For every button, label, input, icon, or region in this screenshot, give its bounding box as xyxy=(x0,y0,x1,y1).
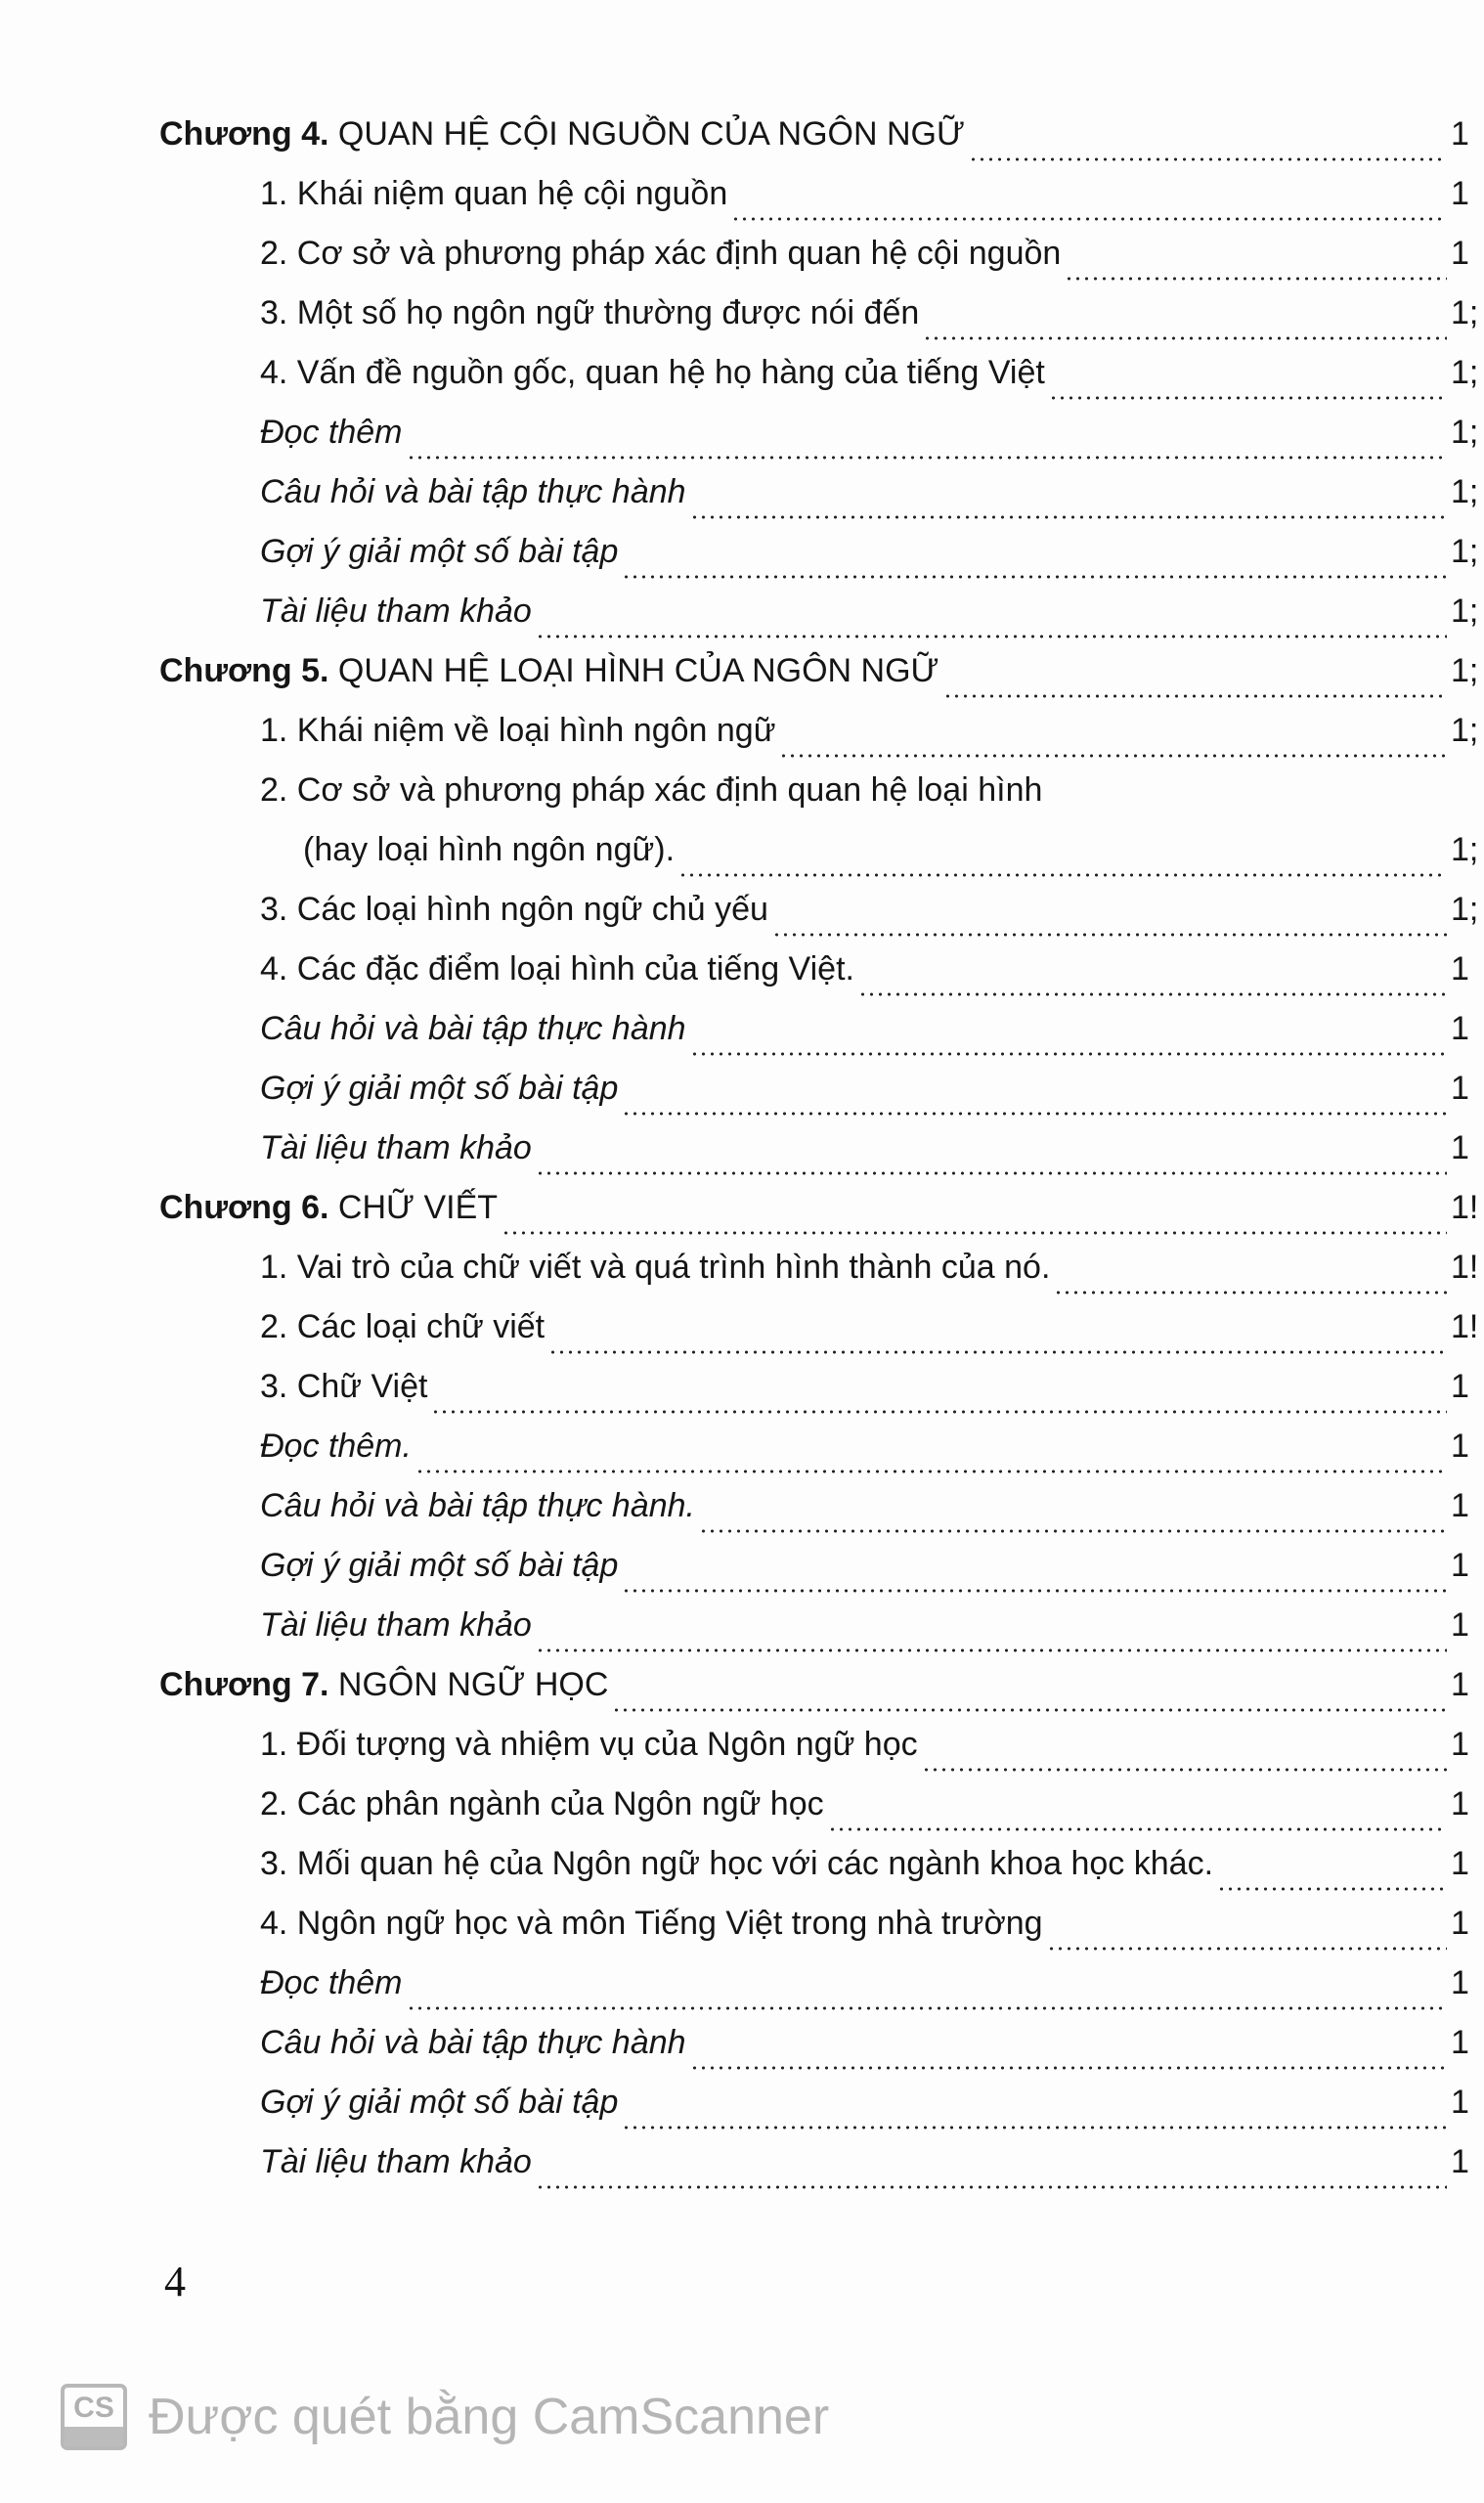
chapter-number: Chương 4. xyxy=(159,115,329,153)
entry-title-text: 4. Các đặc điểm loại hình của tiếng Việt. xyxy=(260,950,854,988)
dot-leader xyxy=(772,933,1447,937)
toc-entry xyxy=(0,1726,1484,1785)
table-of-contents xyxy=(0,115,1484,2203)
entry-title-text: Gợi ý giải một số bài tập xyxy=(260,533,619,570)
camscanner-logo-icon: CS xyxy=(61,2384,127,2450)
toc-entry-title xyxy=(260,1427,412,1466)
toc-page-number: 1 xyxy=(1451,1726,1469,1763)
toc-entry xyxy=(0,891,1484,950)
toc-page-number: 1 xyxy=(1451,1487,1469,1524)
toc-entry-title xyxy=(260,414,403,452)
entry-title-text: Đọc thêm xyxy=(260,1964,403,2001)
toc-entry xyxy=(0,771,1484,831)
toc-entry xyxy=(0,1905,1484,1964)
dot-leader xyxy=(536,635,1447,638)
toc-page-number: 1; xyxy=(1451,473,1479,510)
toc-entry xyxy=(0,1070,1484,1129)
toc-entry-title xyxy=(260,1368,427,1406)
dot-leader xyxy=(690,2066,1447,2070)
entry-title-text: Tài liệu tham khảo xyxy=(260,2143,532,2180)
entry-title-text: 3. Chữ Việt xyxy=(260,1368,428,1405)
toc-page-number: 1 xyxy=(1451,1964,1469,2001)
toc-chapter-entry xyxy=(0,1666,1484,1726)
toc-entry xyxy=(0,712,1484,771)
dot-leader xyxy=(536,2185,1447,2189)
entry-title-text: Gợi ý giải một số bài tập xyxy=(260,2084,619,2121)
toc-entry-title xyxy=(303,831,675,869)
toc-page-number: 1; xyxy=(1451,533,1479,570)
toc-chapter-entry xyxy=(0,652,1484,712)
toc-page-number: 1; xyxy=(1451,652,1479,689)
toc-entry-title xyxy=(260,1308,545,1346)
entry-title-text: 2. Các loại chữ viết xyxy=(260,1308,546,1345)
toc-entry-title xyxy=(260,533,618,571)
dot-leader xyxy=(407,2006,1448,2010)
chapter-number: Chương 6. xyxy=(159,1189,329,1226)
toc-entry-title xyxy=(260,175,727,213)
chapter-number: Chương 7. xyxy=(159,1666,329,1703)
toc-entry-title xyxy=(260,593,532,631)
toc-page-number: 1; xyxy=(1451,414,1479,451)
entry-title-text: 1. Đối tượng và nhiệm vụ của Ngôn ngữ học xyxy=(260,1726,918,1763)
toc-entry xyxy=(0,593,1484,652)
toc-page-number: 1 xyxy=(1451,2084,1469,2121)
dot-leader xyxy=(678,873,1447,877)
entry-title-text: 2. Cơ sở và phương pháp xác định quan hệ loại hình xyxy=(260,771,1043,809)
dot-leader xyxy=(431,1410,1447,1414)
toc-entry xyxy=(0,1129,1484,1189)
watermark-text: Được quét bằng CamScanner xyxy=(149,2389,830,2445)
toc-entry-title xyxy=(260,1249,1050,1287)
toc-page-number: 1 xyxy=(1451,115,1469,153)
dot-leader xyxy=(407,456,1448,460)
toc-entry-title xyxy=(260,1129,532,1167)
dot-leader xyxy=(923,336,1447,340)
dot-leader xyxy=(922,1768,1447,1772)
toc-page-number: 1 xyxy=(1451,950,1469,988)
dot-leader xyxy=(536,1648,1447,1652)
dot-leader xyxy=(622,2126,1447,2130)
toc-entry-title xyxy=(260,2084,618,2122)
entry-title-text: QUAN HỆ LOẠI HÌNH CỦA NGÔN NGỮ xyxy=(337,652,939,689)
page-number: 4 xyxy=(164,2258,186,2305)
entry-title-text: Gợi ý giải một số bài tập xyxy=(260,1547,619,1584)
toc-entry xyxy=(0,831,1484,891)
camscanner-watermark xyxy=(61,2384,829,2450)
toc-entry-title xyxy=(260,2024,686,2062)
entry-title-text: QUAN HỆ CỘI NGUỒN CỦA NGÔN NGỮ xyxy=(337,115,965,153)
toc-entry-title xyxy=(159,1666,608,1704)
dot-leader xyxy=(1049,396,1447,400)
toc-entry xyxy=(0,1785,1484,1845)
toc-page-number: 1; xyxy=(1451,294,1479,331)
entry-title-text: Câu hỏi và bài tập thực hành. xyxy=(260,1487,695,1524)
entry-title-text: Câu hỏi và bài tập thực hành xyxy=(260,2024,686,2061)
toc-entry xyxy=(0,473,1484,533)
entry-title-text: NGÔN NGỮ HỌC xyxy=(337,1666,609,1703)
toc-entry xyxy=(0,1964,1484,2024)
toc-entry xyxy=(0,1547,1484,1606)
toc-entry-title xyxy=(159,115,965,154)
toc-page-number: 1! xyxy=(1451,1189,1479,1226)
toc-page-number: 1 xyxy=(1451,1785,1469,1822)
toc-entry xyxy=(0,294,1484,354)
toc-entry xyxy=(0,1249,1484,1308)
entry-title-text: Tài liệu tham khảo xyxy=(260,1606,532,1644)
toc-entry-title xyxy=(260,771,1042,810)
toc-page-number: 1 xyxy=(1451,1666,1469,1703)
dot-leader xyxy=(690,515,1447,519)
dot-leader xyxy=(828,1827,1447,1831)
entry-title-text: 2. Cơ sở và phương pháp xác định quan hệ cội nguồn xyxy=(260,235,1062,272)
toc-entry-title xyxy=(260,1785,824,1823)
toc-entry-title xyxy=(260,1845,1213,1883)
dot-leader xyxy=(779,754,1447,758)
toc-page-number: 1 xyxy=(1451,1547,1469,1584)
toc-entry-title xyxy=(260,473,686,511)
dot-leader xyxy=(699,1529,1447,1533)
dot-leader xyxy=(1054,1291,1447,1295)
dot-leader xyxy=(415,1470,1447,1473)
dot-leader xyxy=(690,1052,1447,1056)
toc-page-number: 1 xyxy=(1451,235,1469,272)
toc-page-number: 1 xyxy=(1451,1010,1469,1047)
toc-page-number: 1 xyxy=(1451,2024,1469,2061)
toc-entry xyxy=(0,1368,1484,1427)
dot-leader xyxy=(612,1708,1447,1712)
toc-entry xyxy=(0,533,1484,593)
dot-leader xyxy=(622,1112,1447,1116)
entry-title-text: 4. Ngôn ngữ học và môn Tiếng Việt trong nhà trường xyxy=(260,1905,1043,1942)
toc-page-number: 1 xyxy=(1451,1427,1469,1465)
toc-page-number: 1 xyxy=(1451,175,1469,212)
toc-chapter-entry xyxy=(0,115,1484,175)
toc-page-number: 1; xyxy=(1451,593,1479,630)
entry-title-text: 1. Khái niệm về loại hình ngôn ngữ xyxy=(260,712,776,749)
toc-page-number: 1 xyxy=(1451,1368,1469,1405)
entry-title-text: 3. Mối quan hệ của Ngôn ngữ học với các ngành khoa học khác. xyxy=(260,1845,1214,1882)
entry-title-text: 3. Một số họ ngôn ngữ thường được nói đến xyxy=(260,294,920,331)
toc-entry xyxy=(0,414,1484,473)
dot-leader xyxy=(622,1589,1447,1593)
toc-entry-title xyxy=(260,1726,918,1764)
dot-leader xyxy=(1217,1887,1447,1891)
dot-leader xyxy=(1065,277,1447,281)
toc-entry xyxy=(0,1010,1484,1070)
toc-entry-title xyxy=(159,652,939,690)
toc-entry-title xyxy=(260,1487,695,1525)
entry-title-text: 1. Khái niệm quan hệ cội nguồn xyxy=(260,175,728,212)
toc-page-number: 1; xyxy=(1451,831,1479,868)
entry-title-text: CHỮ VIẾT xyxy=(337,1189,499,1226)
dot-leader xyxy=(969,157,1447,161)
entry-title-text: Câu hỏi và bài tập thực hành xyxy=(260,473,686,510)
toc-page-number: 1; xyxy=(1451,712,1479,749)
toc-entry-title xyxy=(260,1606,532,1645)
dot-leader xyxy=(943,694,1447,698)
toc-page-number: 1; xyxy=(1451,891,1479,928)
toc-entry-title xyxy=(260,2143,532,2181)
toc-entry-title xyxy=(159,1189,498,1227)
dot-leader xyxy=(1047,1947,1447,1951)
toc-entry-title xyxy=(260,1547,618,1585)
entry-title-text: Đọc thêm xyxy=(260,414,403,451)
entry-title-text: Tài liệu tham khảo xyxy=(260,593,532,630)
dot-leader xyxy=(502,1231,1447,1235)
toc-page-number: 1 xyxy=(1451,1845,1469,1882)
entry-title-text: (hay loại hình ngôn ngữ). xyxy=(303,831,676,868)
toc-entry-title xyxy=(260,950,854,988)
dot-leader xyxy=(536,1171,1447,1175)
entry-title-text: 1. Vai trò của chữ viết và quá trình hình thành của nó. xyxy=(260,1249,1051,1286)
entry-title-text: Câu hỏi và bài tập thực hành xyxy=(260,1010,686,1047)
toc-entry xyxy=(0,354,1484,414)
toc-entry-title xyxy=(260,712,775,750)
toc-entry xyxy=(0,2024,1484,2084)
toc-page-number: 1 xyxy=(1451,1905,1469,1942)
toc-page-number: 1! xyxy=(1451,1249,1479,1286)
entry-title-text: Gợi ý giải một số bài tập xyxy=(260,1070,619,1107)
toc-entry xyxy=(0,1845,1484,1905)
toc-page-number: 1 xyxy=(1451,1070,1469,1107)
toc-entry-title xyxy=(260,1964,403,2002)
toc-entry-title xyxy=(260,1010,686,1048)
toc-entry-title xyxy=(260,235,1061,273)
toc-page-number: 1 xyxy=(1451,1129,1469,1166)
entry-title-text: Đọc thêm. xyxy=(260,1427,412,1465)
toc-entry-title xyxy=(260,1905,1043,1943)
dot-leader xyxy=(548,1350,1447,1354)
entry-title-text: Tài liệu tham khảo xyxy=(260,1129,532,1166)
toc-entry-title xyxy=(260,354,1045,392)
toc-entry xyxy=(0,1487,1484,1547)
toc-entry xyxy=(0,175,1484,235)
toc-page-number: 1 xyxy=(1451,1606,1469,1644)
toc-entry-title xyxy=(260,1070,618,1108)
toc-chapter-entry xyxy=(0,1189,1484,1249)
chapter-number: Chương 5. xyxy=(159,652,329,689)
toc-entry xyxy=(0,950,1484,1010)
toc-page-number: 1! xyxy=(1451,1308,1479,1345)
toc-entry-title xyxy=(260,891,768,929)
toc-entry xyxy=(0,2143,1484,2203)
toc-entry xyxy=(0,1308,1484,1368)
toc-entry xyxy=(0,235,1484,294)
toc-page-number: 1 xyxy=(1451,2143,1469,2180)
entry-title-text: 3. Các loại hình ngôn ngữ chủ yếu xyxy=(260,891,768,928)
dot-leader xyxy=(858,992,1447,996)
dot-leader xyxy=(622,575,1447,579)
toc-entry xyxy=(0,1606,1484,1666)
entry-title-text: 4. Vấn đề nguồn gốc, quan hệ họ hàng của tiếng Việt xyxy=(260,354,1045,391)
toc-entry-title xyxy=(260,294,919,332)
dot-leader xyxy=(731,217,1447,221)
entry-title-text: 2. Các phân ngành của Ngôn ngữ học xyxy=(260,1785,824,1822)
toc-entry xyxy=(0,1427,1484,1487)
toc-page-number: 1; xyxy=(1451,354,1479,391)
toc-entry xyxy=(0,2084,1484,2143)
